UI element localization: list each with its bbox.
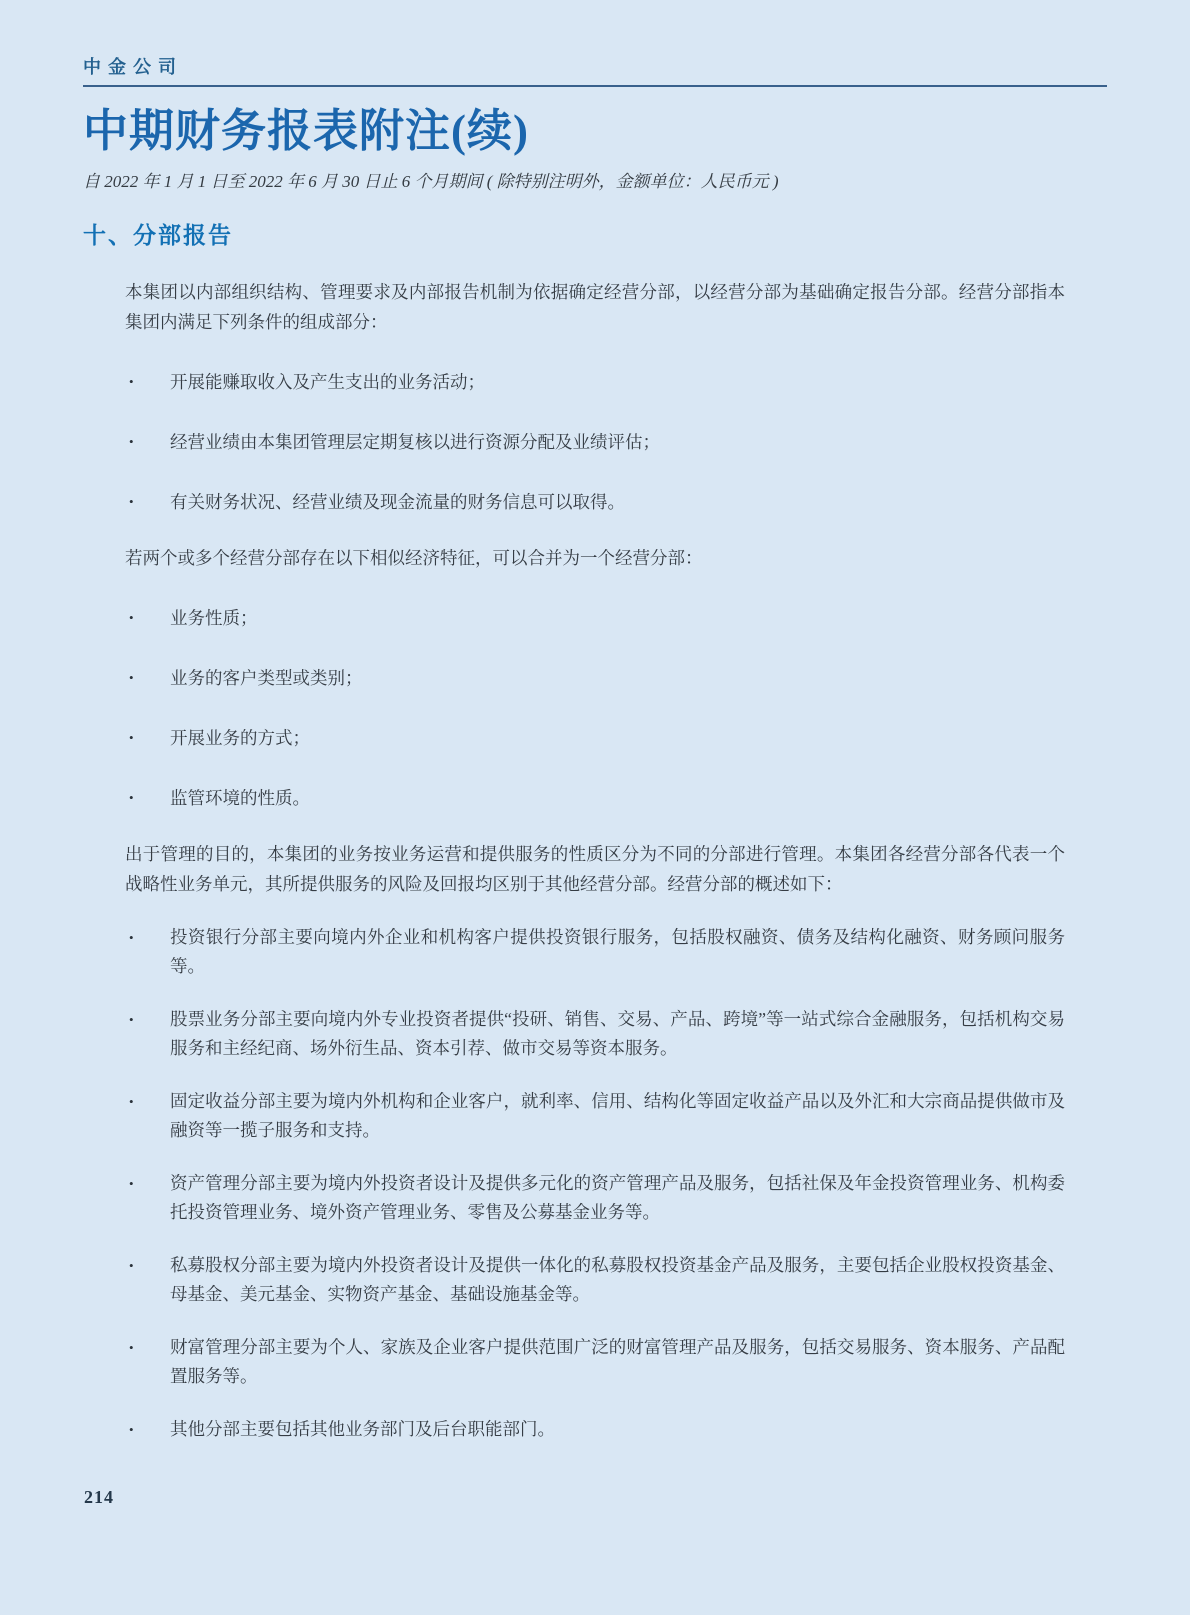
bullet-icon: •: [129, 494, 134, 509]
bullet-icon: •: [129, 374, 134, 389]
list-item-text: 有关财务状况、经营业绩及现金流量的财务信息可以取得。: [170, 492, 625, 512]
section-heading: 十、分部报告: [83, 223, 233, 248]
intro-paragraph: 本集团以内部组织结构、管理要求及内部报告机制为依据确定经营分部，以经营分部为基础确定报告分部。经营分部指本集团内满足下列条件的组成部分：: [125, 282, 1065, 332]
bullet-icon: •: [129, 610, 134, 625]
list-item-text: 其他分部主要包括其他业务部门及后台职能部门。: [170, 1419, 555, 1439]
page-title: 中期财务报表附注(续): [83, 106, 529, 156]
list-item-similarity-1: [125, 603, 1065, 633]
bullet-icon: •: [129, 1012, 134, 1027]
list-item-text: 固定收益分部主要为境内外机构和企业客户，就利率、信用、结构化等固定收益产品以及外汇和大宗商品提供做市及融资等一揽子服务和支持。: [170, 1091, 1065, 1140]
bullet-icon: •: [129, 930, 134, 945]
bullet-icon: •: [129, 670, 134, 685]
list-item-text: 投资银行分部主要向境内外企业和机构客户提供投资银行服务，包括股权融资、债务及结构化融资、财务顾问服务等。: [170, 927, 1065, 976]
list-item-criteria-2: [125, 427, 1065, 457]
section-content: [125, 277, 1065, 1444]
list-item-text: 业务性质；: [170, 608, 258, 628]
list-item-text: 开展业务的方式；: [170, 728, 310, 748]
merge-paragraph: 若两个或多个经营分部存在以下相似经济特征，可以合并为一个经营分部：: [125, 548, 703, 568]
list-item-similarity-3: [125, 723, 1065, 753]
list-item-text: 开展能赚取收入及产生支出的业务活动；: [170, 372, 485, 392]
list-item-segment-others: [125, 1415, 1065, 1444]
list-item-similarity-4: [125, 783, 1065, 813]
bullet-icon: •: [129, 1340, 134, 1355]
page-number: 214: [84, 1487, 114, 1507]
list-item-criteria-1: [125, 367, 1065, 397]
bullet-icon: •: [129, 730, 134, 745]
management-paragraph: 出于管理的目的，本集团的业务按业务运营和提供服务的性质区分为不同的分部进行管理。本集团各经营分部各代表一个战略性业务单元，其所提供服务的风险及回报均区别于其他经营分部。经营分部的概述如下：: [125, 844, 1065, 894]
list-item-segment-asset-management: [125, 1169, 1065, 1227]
bullet-icon: •: [129, 790, 134, 805]
list-item-text: 财富管理分部主要为个人、家族及企业客户提供范围广泛的财富管理产品及服务，包括交易服务、资本服务、产品配置服务等。: [170, 1337, 1065, 1386]
list-item-text: 资产管理分部主要为境内外投资者设计及提供多元化的资产管理产品及服务，包括社保及年金投资管理业务、机构委托投资管理业务、境外资产管理业务、零售及公募基金业务等。: [170, 1173, 1065, 1222]
list-item-segment-equities: [125, 1005, 1065, 1063]
list-item-criteria-3: [125, 487, 1065, 517]
bullet-icon: •: [129, 434, 134, 449]
list-item-text: 经营业绩由本集团管理层定期复核以进行资源分配及业绩评估；: [170, 432, 660, 452]
bullet-icon: •: [129, 1176, 134, 1191]
list-item-segment-private-equity: [125, 1251, 1065, 1309]
list-item-text: 监管环境的性质。: [170, 788, 310, 808]
list-item-text: 业务的客户类型或类别；: [170, 668, 363, 688]
list-item-segment-wealth-management: [125, 1333, 1065, 1391]
list-item-similarity-2: [125, 663, 1065, 693]
bullet-icon: •: [129, 1094, 134, 1109]
period-subtitle: 自 2022 年 1 月 1 日至 2022 年 6 月 30 日止 6 个月期间 ( 除特别注明外，金额单位：人民币元 ): [83, 172, 779, 191]
company-name: 中金公司: [83, 57, 183, 77]
header-rule: [83, 85, 1107, 87]
list-item-text: 私募股权分部主要为境内外投资者设计及提供一体化的私募股权投资基金产品及服务，主要包括企业股权投资基金、母基金、美元基金、实物资产基金、基础设施基金等。: [170, 1255, 1065, 1304]
bullet-icon: •: [129, 1258, 134, 1273]
list-item-text: 股票业务分部主要向境内外专业投资者提供“投研、销售、交易、产品、跨境”等一站式综合金融服务，包括机构交易服务和主经纪商、场外衍生品、资本引荐、做市交易等资本服务。: [170, 1009, 1065, 1058]
list-item-segment-investment-banking: [125, 923, 1065, 981]
bullet-icon: •: [129, 1422, 134, 1437]
list-item-segment-fixed-income: [125, 1087, 1065, 1145]
